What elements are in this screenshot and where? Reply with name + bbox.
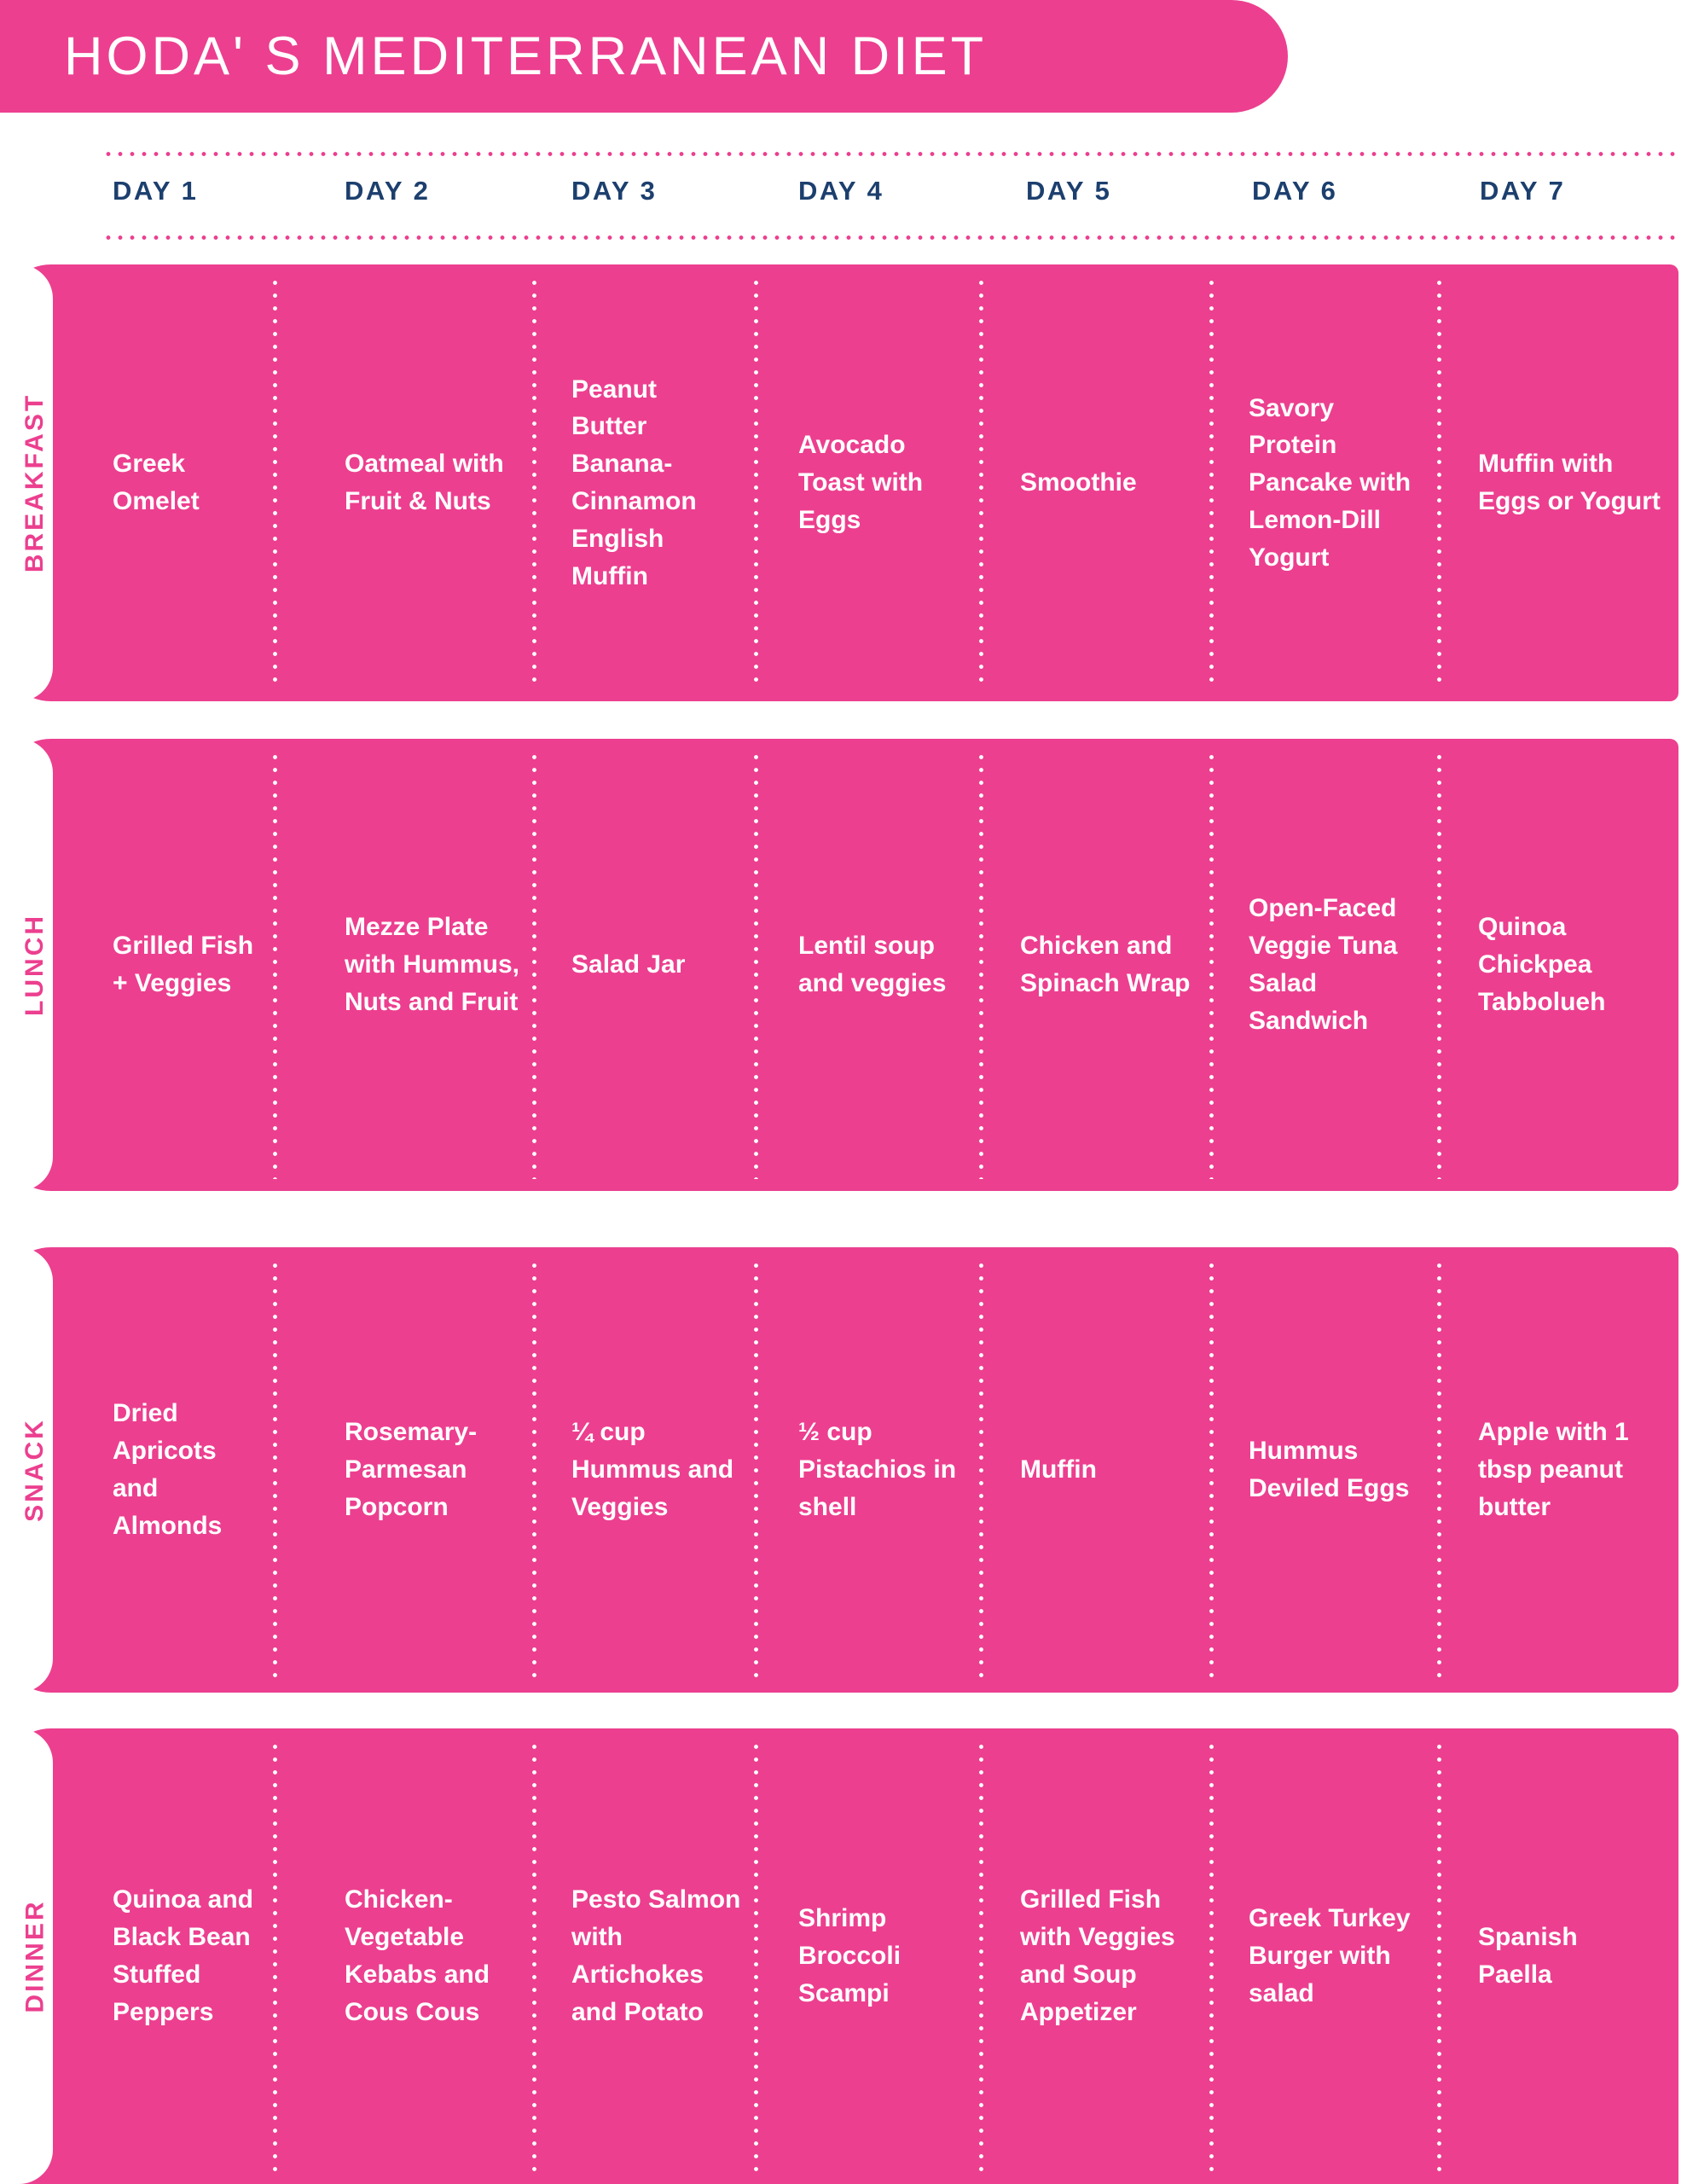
row-label-breakfast [10,264,60,701]
cell-text: ¼ cup Hummus and Veggies [571,1418,734,1521]
cell-lunch-day3 [571,739,738,1191]
column-divider-5 [1209,1259,1214,1681]
day-header-7: DAY 7 [1480,176,1566,206]
column-divider-4 [979,276,983,689]
day-header-6: DAY 6 [1252,176,1338,206]
meal-row-dinner [0,1728,1678,2184]
column-divider-1 [273,1259,277,1681]
cell-text: Grilled Fish + Veggies [113,932,254,997]
cell-dinner-day5 [1020,1728,1191,2184]
cell-text: Hummus Deviled Eggs [1249,1437,1410,1502]
row-label-dinner [10,1728,60,2184]
cell-lunch-day7 [1478,739,1661,1191]
cell-breakfast-day6 [1249,264,1419,701]
column-divider-2 [532,1259,536,1681]
column-divider-3 [754,276,758,689]
cell-text: Greek Turkey Burger with salad [1249,1904,1411,2007]
cell-breakfast-day5 [1020,264,1191,701]
column-divider-1 [273,1740,277,2172]
column-divider-1 [273,751,277,1179]
column-divider-4 [979,751,983,1179]
column-divider-5 [1209,276,1214,689]
page-title: HODA' S MEDITERRANEAN DIET [64,26,988,86]
row-label-lunch-text: LUNCH [20,914,49,1016]
cell-text: Greek Omelet [113,450,200,515]
cell-text: Pesto Salmon with Artichokes and Potato [571,1885,741,2026]
column-divider-3 [754,1740,758,2172]
day-header-2: DAY 2 [345,176,431,206]
cell-text: Rosemary-Parmesan Popcorn [345,1418,478,1521]
day-header-row [0,152,1687,239]
row-label-lunch [10,739,60,1191]
cell-lunch-day1 [113,739,266,1191]
column-divider-6 [1437,1259,1441,1681]
day-header-4: DAY 4 [798,176,884,206]
day-header-3: DAY 3 [571,176,658,206]
column-divider-3 [754,1259,758,1681]
cell-breakfast-day4 [798,264,960,701]
cell-text: Avocado Toast with Eggs [798,431,924,534]
cell-text: ½ cup Pistachios in shell [798,1418,957,1521]
column-divider-4 [979,1740,983,2172]
cell-dinner-day1 [113,1728,270,2184]
column-divider-2 [532,1740,536,2172]
cell-text: Grilled Fish with Veggies and Soup Appetizer [1020,1885,1175,2026]
column-divider-4 [979,1259,983,1681]
cell-text: Oatmeal with Fruit & Nuts [345,450,504,515]
cell-lunch-day4 [798,739,960,1191]
column-divider-6 [1437,276,1441,689]
cell-lunch-day5 [1020,739,1191,1191]
column-divider-1 [273,276,277,689]
column-divider-6 [1437,751,1441,1179]
cell-dinner-day2 [345,1728,524,2184]
cell-text: Open-Faced Veggie Tuna Salad Sandwich [1249,894,1398,1035]
cell-text: Apple with 1 tbsp peanut butter [1478,1418,1629,1521]
cell-breakfast-day7 [1478,264,1661,701]
row-label-dinner-text: DINNER [20,1899,49,2013]
day-header-5: DAY 5 [1026,176,1112,206]
title-banner [0,0,1288,113]
divider-dotted-top [102,152,1676,156]
cell-snack-day6 [1249,1247,1419,1693]
column-divider-2 [532,276,536,689]
cell-breakfast-day1 [113,264,258,701]
cell-text: Savory Protein Pancake with Lemon-Dill Yogurt [1249,393,1412,572]
cell-lunch-day2 [345,739,524,1191]
cell-text: Smoothie [1020,468,1137,497]
cell-snack-day2 [345,1247,524,1693]
cell-text: Lentil soup and veggies [798,932,947,997]
cell-text: Salad Jar [571,950,686,979]
cell-text: Quinoa Chickpea Tabbolueh [1478,913,1606,1016]
cell-dinner-day3 [571,1728,742,2184]
cell-text: Chicken-Vegetable Kebabs and Cous Cous [345,1885,490,2026]
cell-text: Quinoa and Black Bean Stuffed Peppers [113,1885,253,2026]
column-divider-5 [1209,751,1214,1179]
cell-dinner-day4 [798,1728,960,2184]
cell-snack-day3 [571,1247,738,1693]
cell-text: Dried Apricots and Almonds [113,1399,223,1540]
cell-snack-day7 [1478,1247,1649,1693]
cell-text: Shrimp Broccoli Scampi [798,1904,901,2007]
cell-text: Chicken and Spinach Wrap [1020,932,1191,997]
meal-row-snack [0,1247,1678,1693]
meal-row-breakfast [0,264,1678,701]
column-divider-5 [1209,1740,1214,2172]
column-divider-3 [754,751,758,1179]
cell-snack-day4 [798,1247,965,1693]
cell-text: Spanish Paella [1478,1923,1578,1989]
cell-snack-day5 [1020,1247,1191,1693]
row-label-snack-text: SNACK [20,1418,49,1522]
cell-snack-day1 [113,1247,266,1693]
cell-text: Mezze Plate with Hummus, Nuts and Fruit [345,913,520,1016]
cell-text: Muffin [1020,1455,1097,1484]
row-label-snack [10,1247,60,1693]
cell-lunch-day6 [1249,739,1423,1191]
meal-row-lunch [0,739,1678,1191]
day-header-1: DAY 1 [113,176,199,206]
cell-dinner-day7 [1478,1728,1649,2184]
cell-breakfast-day2 [345,264,515,701]
divider-dotted-bottom [102,235,1676,240]
cell-text: Muffin with Eggs or Yogurt [1478,450,1661,515]
column-divider-2 [532,751,536,1179]
row-label-breakfast-text: BREAKFAST [20,392,49,573]
cell-breakfast-day3 [571,264,733,701]
cell-text: Peanut Butter Banana-Cinnamon English Muffin [571,375,697,590]
cell-dinner-day6 [1249,1728,1419,2184]
column-divider-6 [1437,1740,1441,2172]
